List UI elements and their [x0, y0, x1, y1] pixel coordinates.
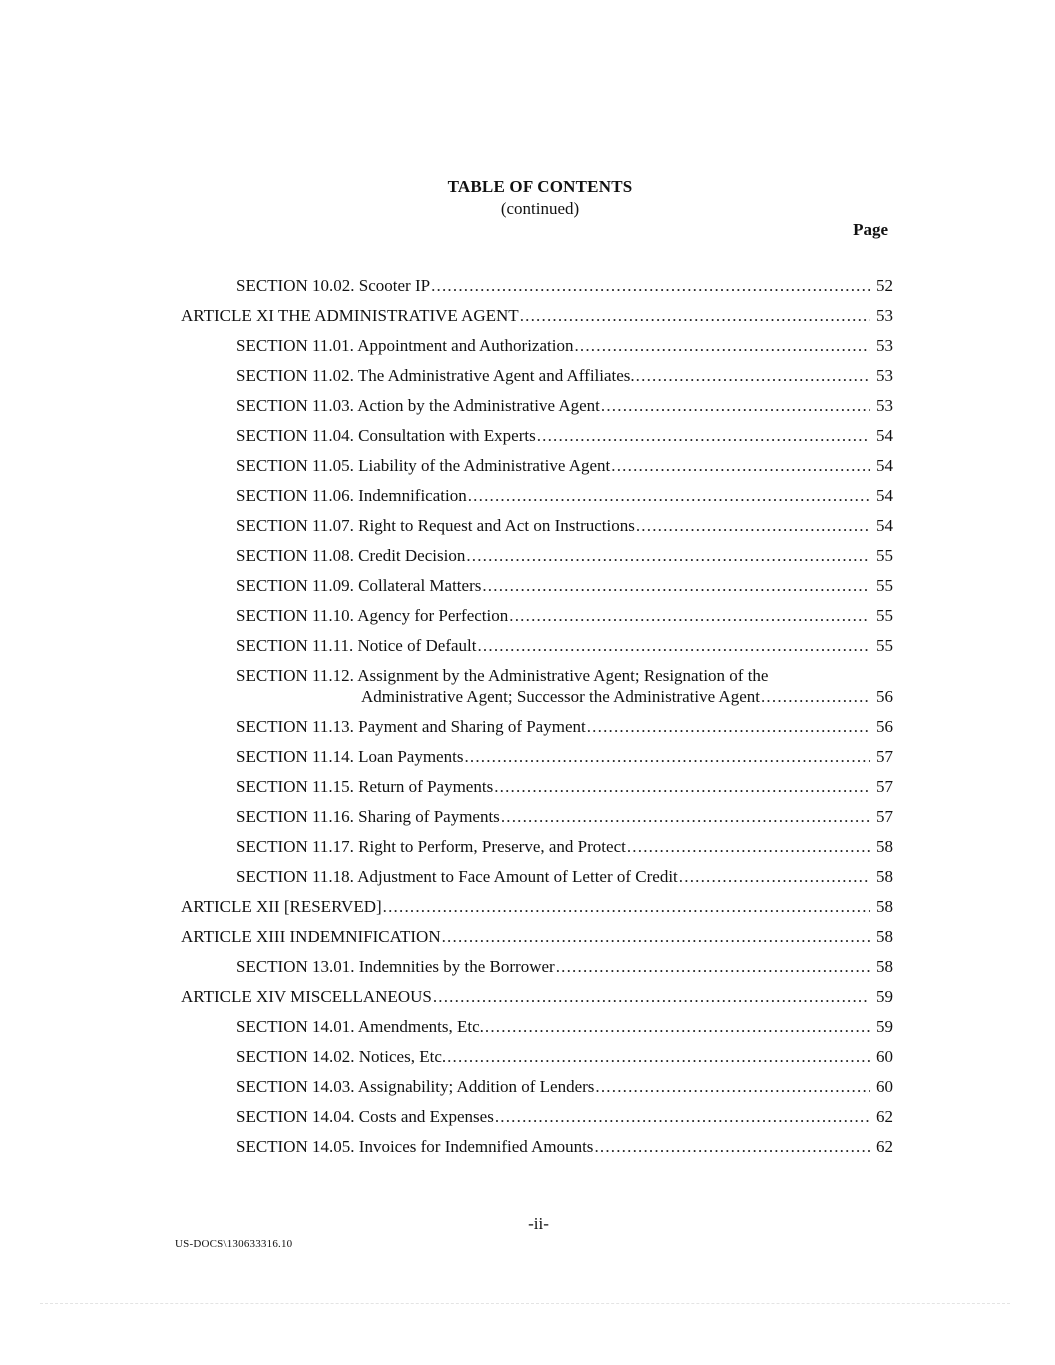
toc-entry-page: 59: [876, 1017, 893, 1036]
dot-leader: [627, 836, 870, 857]
toc-entry-page: 59: [876, 987, 893, 1006]
toc-entry-title: SECTION 11.04. Consultation with Experts: [236, 426, 536, 445]
toc-entry-line: [181, 986, 893, 1007]
toc-entry[interactable]: [0, 425, 1055, 455]
toc-entry[interactable]: [0, 746, 1055, 776]
dot-leader: [611, 455, 870, 476]
toc-entry-line: [236, 1076, 893, 1097]
toc-entry-page: 53: [876, 336, 893, 355]
toc-entry-line: [236, 1136, 893, 1157]
toc-entry-page: 58: [876, 867, 893, 886]
toc-entry-page: 58: [876, 897, 893, 916]
toc-entry-page: 53: [876, 396, 893, 415]
toc-entry[interactable]: [0, 1076, 1055, 1106]
toc-entry-page: 60: [876, 1047, 893, 1066]
toc-entry[interactable]: [0, 305, 1055, 335]
toc-entry-page: 54: [876, 516, 893, 535]
toc-entry[interactable]: [0, 335, 1055, 365]
toc-entry-page: 56: [876, 687, 893, 706]
toc-entry-line: [236, 335, 893, 356]
dot-leader: [431, 275, 870, 296]
toc-entry-title: SECTION 11.01. Appointment and Authorization: [236, 336, 574, 355]
dot-leader: [477, 635, 870, 656]
toc-subtitle: (continued): [500, 199, 580, 218]
toc-entry-title: SECTION 14.05. Invoices for Indemnified Amounts: [236, 1137, 594, 1156]
dot-leader: [495, 1106, 870, 1127]
toc-entry-line: [361, 686, 893, 707]
dot-leader: [594, 1136, 870, 1157]
dot-leader: [447, 1046, 870, 1067]
toc-entry-page: 54: [876, 426, 893, 445]
dot-leader: [494, 776, 870, 797]
toc-entry-line: [236, 635, 893, 656]
dot-leader: [761, 686, 870, 707]
toc-entry-line: [236, 1016, 893, 1037]
toc-entry-line: [236, 866, 893, 887]
toc-entry-page: 57: [876, 807, 893, 826]
toc-entry-page: 54: [876, 456, 893, 475]
toc-entry[interactable]: [0, 956, 1055, 986]
toc-entry-page: 58: [876, 957, 893, 976]
toc-entry[interactable]: [0, 986, 1055, 1016]
toc-entry-line: [236, 746, 893, 767]
toc-entry-page: 55: [876, 606, 893, 625]
toc-entry-title: ARTICLE XIV MISCELLANEOUS: [181, 987, 432, 1006]
dot-leader: [383, 896, 870, 917]
toc-entry[interactable]: [0, 515, 1055, 545]
dot-leader: [485, 1016, 870, 1037]
toc-entry[interactable]: [0, 716, 1055, 746]
toc-entry-title: SECTION 11.18. Adjustment to Face Amount of Letter of Credit: [236, 867, 678, 886]
toc-entry[interactable]: [0, 776, 1055, 806]
toc-entry[interactable]: [0, 1046, 1055, 1076]
dot-leader: [587, 716, 870, 737]
toc-entry-line: [181, 926, 893, 947]
toc-entry[interactable]: [0, 395, 1055, 425]
toc-entry-title: SECTION 13.01. Indemnities by the Borrower: [236, 957, 555, 976]
dot-leader: [574, 335, 870, 356]
bottom-divider: [40, 1303, 1010, 1304]
toc-entry-page: 56: [876, 717, 893, 736]
dot-leader: [636, 515, 870, 536]
toc-entry-page: 55: [876, 576, 893, 595]
toc-entry-line: [236, 275, 893, 296]
toc-entry[interactable]: [0, 575, 1055, 605]
toc-entry[interactable]: [0, 635, 1055, 665]
toc-entry-line: [236, 455, 893, 476]
toc-entry[interactable]: [0, 485, 1055, 515]
toc-entry[interactable]: [0, 1106, 1055, 1136]
toc-entry-title-continued: Administrative Agent; Successor the Administrative Agent: [361, 687, 760, 706]
toc-entry-line: [236, 575, 893, 596]
toc-entry-page: 57: [876, 747, 893, 766]
toc-entry-title: SECTION 11.13. Payment and Sharing of Payment: [236, 717, 586, 736]
toc-entry[interactable]: [0, 926, 1055, 956]
toc-entry-line: [236, 806, 893, 827]
toc-entry-line: [236, 515, 893, 536]
toc-entry-line: [236, 1106, 893, 1127]
toc-entry-line: [236, 545, 893, 566]
toc-entry-title: SECTION 14.02. Notices, Etc.: [236, 1047, 447, 1066]
toc-entry-title: SECTION 11.08. Credit Decision: [236, 546, 466, 565]
dot-leader: [556, 956, 870, 977]
toc-entry-title: SECTION 11.05. Liability of the Administrative Agent: [236, 456, 611, 475]
toc-entry-line: [181, 896, 893, 917]
toc-entry-page: 54: [876, 486, 893, 505]
dot-leader: [601, 395, 870, 416]
toc-entry-title: SECTION 11.12. Assignment by the Administrative Agent; Resignation of the: [236, 666, 769, 685]
toc-entry-title: SECTION 14.03. Assignability; Addition of Lenders: [236, 1077, 595, 1096]
dot-leader: [595, 1076, 870, 1097]
toc-entry[interactable]: [0, 455, 1055, 485]
toc-entry-title: SECTION 11.09. Collateral Matters: [236, 576, 482, 595]
dot-leader: [464, 746, 870, 767]
toc-entry-line: [236, 956, 893, 977]
toc-title: TABLE OF CONTENTS: [447, 177, 633, 196]
dot-leader: [636, 365, 870, 386]
dot-leader: [501, 806, 870, 827]
document-id: US-DOCS\130633316.10: [175, 1238, 293, 1250]
toc-entry[interactable]: [0, 836, 1055, 866]
toc-entry-line: [236, 716, 893, 737]
toc-entry[interactable]: [0, 665, 1055, 716]
dot-leader: [466, 545, 870, 566]
toc-entry-line: [236, 395, 893, 416]
dot-leader: [520, 305, 870, 326]
toc-entry-title: SECTION 11.10. Agency for Perfection: [236, 606, 509, 625]
toc-entry-title: SECTION 11.07. Right to Request and Act on Instructions: [236, 516, 635, 535]
toc-entry[interactable]: [0, 365, 1055, 395]
toc-entry-line: [236, 425, 893, 446]
toc-entry[interactable]: [0, 806, 1055, 836]
toc-entry-page: 58: [876, 837, 893, 856]
toc-entry-title: SECTION 11.02. The Administrative Agent and Affiliates.: [236, 366, 635, 385]
toc-entry[interactable]: [0, 1016, 1055, 1046]
toc-entry-title: SECTION 14.04. Costs and Expenses: [236, 1107, 494, 1126]
toc-entry-line: [236, 836, 893, 857]
toc-entry-page: 60: [876, 1077, 893, 1096]
dot-leader: [442, 926, 870, 947]
toc-entry[interactable]: [0, 545, 1055, 575]
toc-entry-page: 58: [876, 927, 893, 946]
toc-entry-line: [236, 605, 893, 626]
dot-leader: [509, 605, 870, 626]
toc-entry-title: ARTICLE XIII INDEMNIFICATION: [181, 927, 441, 946]
toc-entry-title: SECTION 11.06. Indemnification: [236, 486, 467, 505]
toc-list: [0, 275, 1055, 1166]
toc-entry-page: 53: [876, 366, 893, 385]
toc-entry-page: 52: [876, 276, 893, 295]
toc-entry[interactable]: [0, 605, 1055, 635]
toc-entry-title: SECTION 11.11. Notice of Default: [236, 636, 477, 655]
dot-leader: [433, 986, 870, 1007]
toc-entry-line: [236, 365, 893, 386]
toc-entry-title: ARTICLE XII [RESERVED]: [181, 897, 382, 916]
toc-entry-page: 53: [876, 306, 893, 325]
toc-entry-title: SECTION 11.17. Right to Perform, Preserve, and Protect: [236, 837, 626, 856]
toc-entry-line: [236, 1046, 893, 1067]
toc-entry[interactable]: [0, 1136, 1055, 1166]
toc-entry-title: ARTICLE XI THE ADMINISTRATIVE AGENT: [181, 306, 519, 325]
toc-entry[interactable]: [0, 866, 1055, 896]
toc-entry-page: 57: [876, 777, 893, 796]
toc-entry[interactable]: [0, 275, 1055, 305]
dot-leader: [468, 485, 870, 506]
toc-entry-line: [236, 776, 893, 797]
dot-leader: [679, 866, 870, 887]
toc-entry-title: SECTION 11.15. Return of Payments: [236, 777, 494, 796]
toc-entry-page: 55: [876, 546, 893, 565]
toc-entry-title: SECTION 11.16. Sharing of Payments: [236, 807, 500, 826]
toc-entry-line: [181, 305, 893, 326]
toc-entry-line: [236, 485, 893, 506]
toc-entry-page: 62: [876, 1137, 893, 1156]
toc-entry-page: 55: [876, 636, 893, 655]
footer-page-number: -ii-: [528, 1214, 549, 1233]
toc-entry-title: SECTION 11.14. Loan Payments: [236, 747, 464, 766]
toc-entry-title: SECTION 14.01. Amendments, Etc.: [236, 1017, 484, 1036]
dot-leader: [482, 575, 870, 596]
toc-entry-page: 62: [876, 1107, 893, 1126]
toc-entry-title: SECTION 10.02. Scooter IP: [236, 276, 431, 295]
toc-entry-title: SECTION 11.03. Action by the Administrative Agent: [236, 396, 600, 415]
page-column-label: Page: [853, 220, 888, 239]
toc-entry[interactable]: [0, 896, 1055, 926]
dot-leader: [537, 425, 870, 446]
